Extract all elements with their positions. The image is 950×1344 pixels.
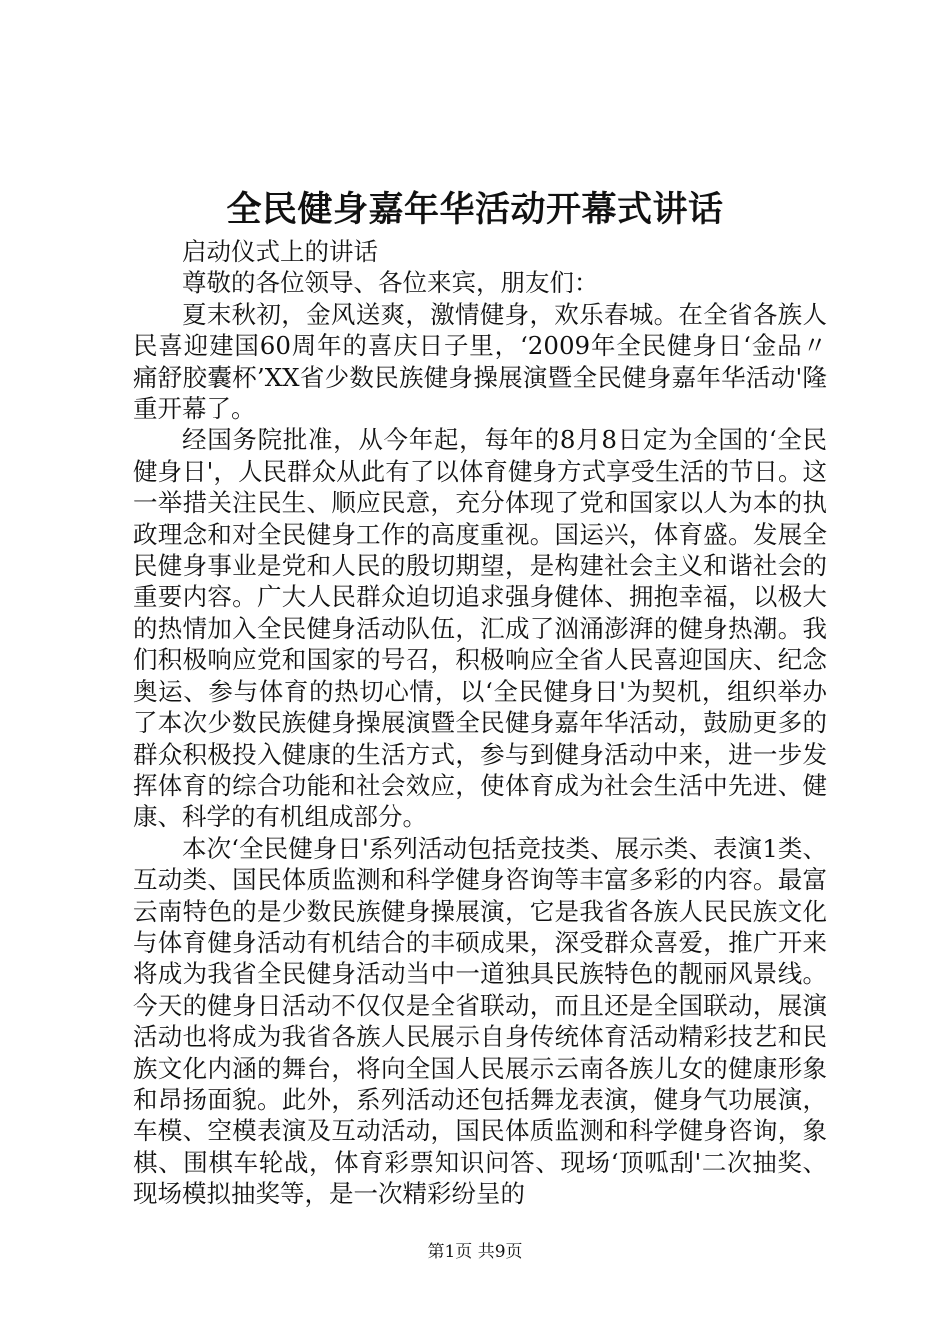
- document-body: [133, 236, 827, 1210]
- document-title: 全民健身嘉年华活动开幕式讲话: [226, 189, 724, 230]
- paragraph-fitness-day: 经国务院批准，从今年起，每年的8月8日定为全国的‘全民健身日'，人民群众从此有了以体育健身方式享受生活的节日。这一举措关注民生、顺应民意，充分体现了党和国家以人为本的执政理念和对全民健身工作的高度重视。国运兴，体育盛。发展全民健身事业是党和人民的殷切期望，是构建社会主义和谐社会的重要内容。广大人民群众迫切追求强身健体、拥抱幸福，以极大的热情加入全民健身活动队伍，汇成了汹涌澎湃的健身热潮。我们积极响应党和国家的号召，积极响应全省人民喜迎国庆、纪念奥运、参与体育的热切心情，以‘全民健身日'为契机，组织举办了本次少数民族健身操展演暨全民健身嘉年华活动，鼓励更多的群众积极投入健康的生活方式，参与到健身活动中来，进一步发挥体育的综合功能和社会效应，使体育成为社会生活中先进、健康、科学的有机组成部分。: [133, 425, 827, 832]
- paragraph-subtitle: 启动仪式上的讲话: [182, 237, 378, 266]
- paragraph-opening: 夏末秋初，金风送爽，激情健身，欢乐春城。在全省各族人民喜迎建国60周年的喜庆日子里，‘2009年全民健身日‘金品〃痛舒胶囊杯’XX省少数民族健身操展演暨全民健身嘉年华活动'隆重开幕了。: [133, 299, 827, 424]
- page-footer: 第1页 共9页: [427, 1242, 523, 1262]
- paragraph-salutation: 尊敬的各位领导、各位来宾，朋友们：: [182, 268, 599, 298]
- paragraph-activities: 本次‘全民健身日'系列活动包括竞技类、展示类、表演1类、互动类、国民体质监测和科学健身咨询等丰富多彩的内容。最富云南特色的是少数民族健身操展演，它是我省各族人民民族文化与体育健身活动有机结合的丰硕成果，深受群众喜爱，推广开来将成为我省全民健身活动当中一道独具民族特色的靓丽风景线。今天的健身日活动不仅仅是全省联动，而且还是全国联动，展演活动也将成为我省各族人民展示自身传统体育活动精彩技艺和民族文化内涵的舞台，将向全国人民展示云南各族儿女的健康形象和昂扬面貌。此外，系列活动还包括舞龙表演，健身气功展演，车模、空模表演及互动活动，国民体质监测和科学健身咨询，象棋、围棋车轮战，体育彩票知识问答、现场‘顶呱刮'二次抽奖、现场模拟抽奖等，是一次精彩纷呈的: [133, 833, 827, 1209]
